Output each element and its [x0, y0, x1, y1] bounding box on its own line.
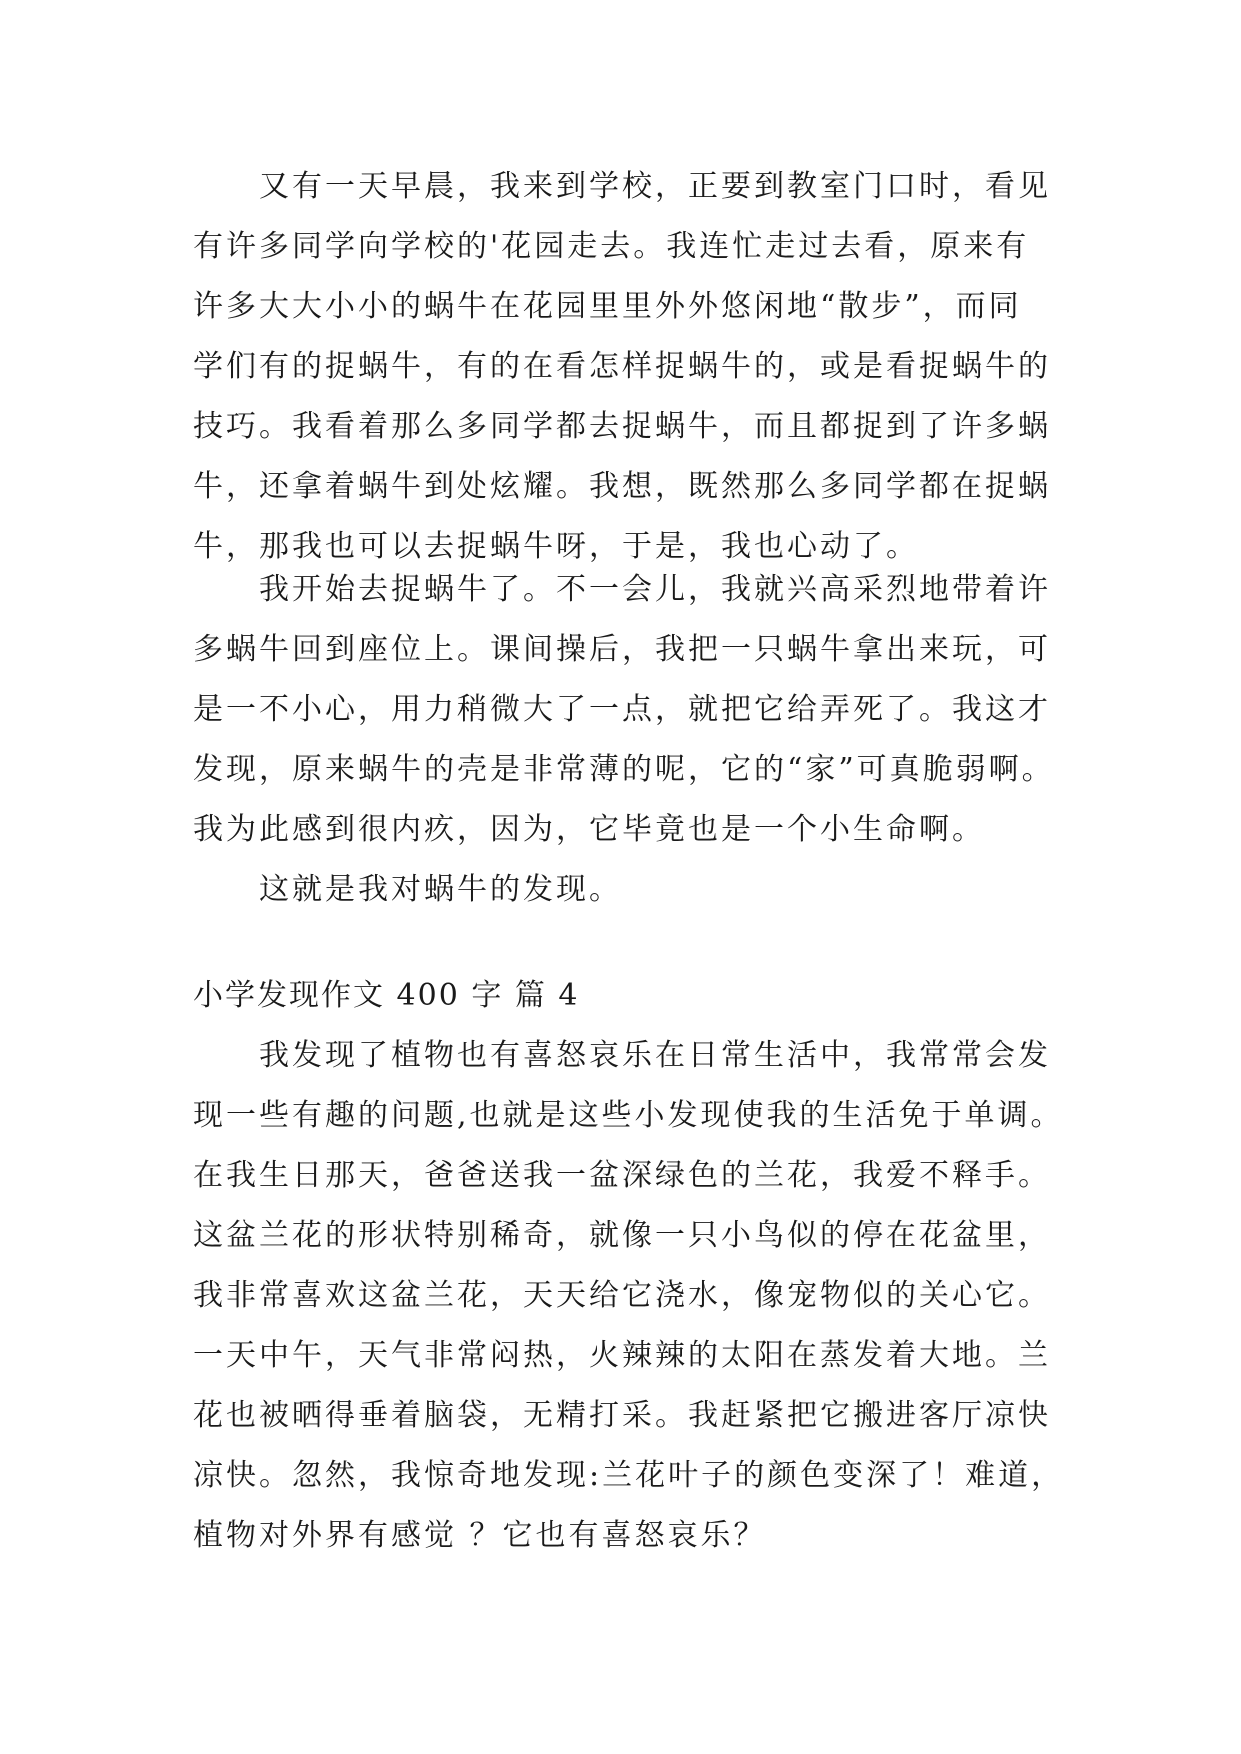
text-line: 多蜗牛回到座位上。课间操后，我把一只蜗牛拿出来玩，可 — [193, 632, 1051, 667]
text-line: 许多大大小小的蜗牛在花园里里外外悠闲地“散步”，而同 — [193, 289, 1022, 324]
text-line: 花也被晒得垂着脑袋，无精打采。我赶紧把它搬进客厅凉快 — [193, 1398, 1051, 1433]
text-line: 又有一天早晨，我来到学校，正要到教室门口时，看见 — [193, 169, 1051, 204]
text-line: 我为此感到很内疚，因为，它毕竟也是一个小生命啊。 — [193, 812, 985, 847]
text-line: 这盆兰花的形状特别稀奇，就像一只小鸟似的停在花盆里， — [193, 1218, 1051, 1253]
text-line: 我非常喜欢这盆兰花，天天给它浇水，像宠物似的关心它。 — [193, 1278, 1051, 1313]
text-line: 凉快。忽然，我惊奇地发现:兰花叶子的颜色变深了！难道， — [193, 1458, 1065, 1493]
paragraph-conclusion — [193, 860, 1053, 920]
text-line: 技巧。我看着那么多同学都去捉蜗牛，而且都捉到了许多蜗 — [193, 409, 1051, 444]
text-line: 有许多同学向学校的'花园走去。我连忙走过去看，原来有 — [193, 229, 1030, 264]
text-line: 牛，那我也可以去捉蜗牛呀，于是，我也心动了。 — [193, 529, 919, 564]
text-line: 在我生日那天，爸爸送我一盆深绿色的兰花，我爱不释手。 — [193, 1158, 1051, 1193]
section-heading: 小学发现作文 400 字 篇 4 — [193, 978, 580, 1013]
paragraph-catching-snails — [193, 560, 1053, 860]
text-line: 学们有的捉蜗牛，有的在看怎样捉蜗牛的，或是看捉蜗牛的 — [193, 349, 1051, 384]
text-line: 是一不小心，用力稍微大了一点，就把它给弄死了。我这才 — [193, 692, 1051, 727]
text-line: 牛，还拿着蜗牛到处炫耀。我想，既然那么多同学都在捉蜗 — [193, 469, 1051, 504]
text-line: 一天中午，天气非常闷热，火辣辣的太阳在蒸发着大地。兰 — [193, 1338, 1051, 1373]
paragraph-snail-morning — [193, 157, 1053, 577]
text-line: 我发现了植物也有喜怒哀乐在日常生活中，我常常会发 — [193, 1038, 1051, 1073]
text-line: 这就是我对蜗牛的发现。 — [193, 872, 622, 907]
text-line: 发现，原来蜗牛的壳是非常薄的呢，它的“家”可真脆弱啊。 — [193, 752, 1055, 787]
text-line: 我开始去捉蜗牛了。不一会儿，我就兴高采烈地带着许 — [193, 572, 1051, 607]
text-line: 现一些有趣的问题,也就是这些小发现使我的生活免于单调。 — [193, 1098, 1064, 1133]
paragraph-orchid — [193, 1026, 1065, 1566]
text-line: 植物对外界有感觉 ？它也有喜怒哀乐？ — [193, 1518, 767, 1553]
